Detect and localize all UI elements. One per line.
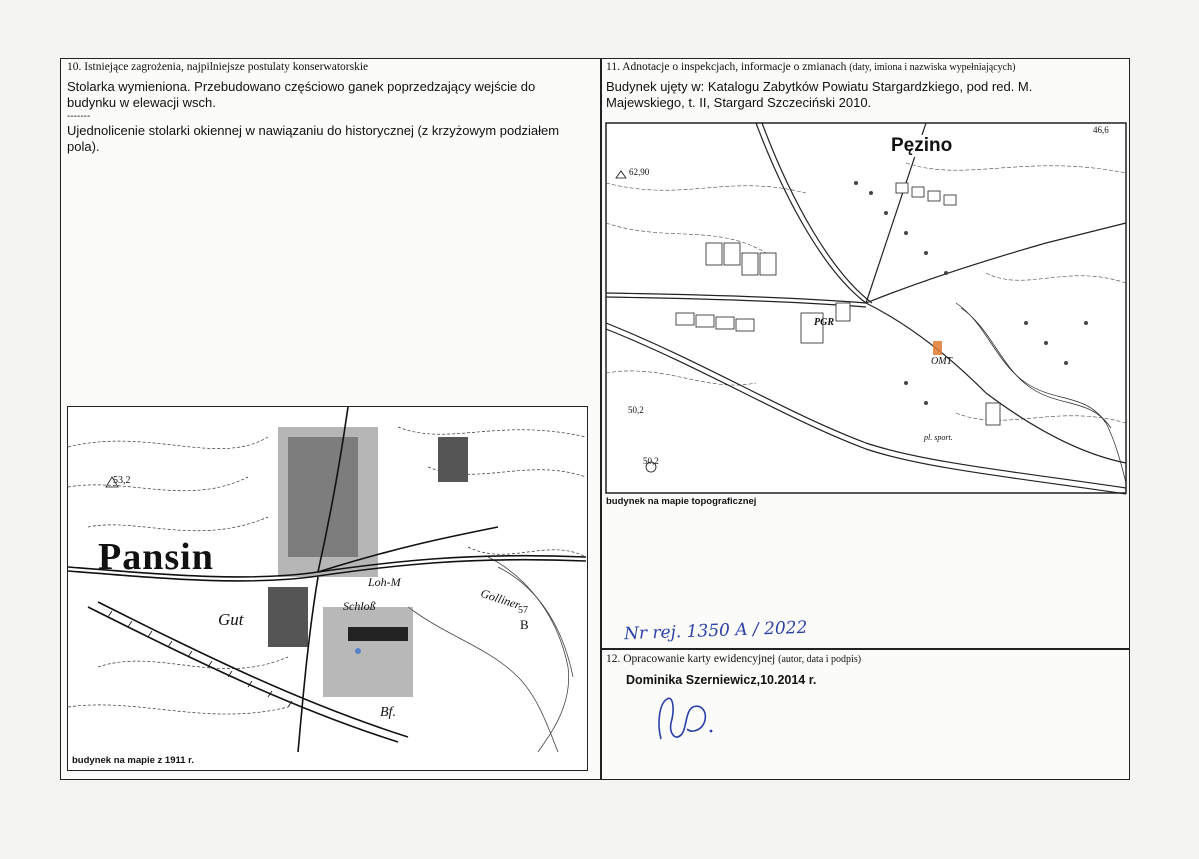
section-12-title [606, 653, 861, 665]
map-topo-sport-label: pl. sport. [924, 433, 953, 442]
map-topo-spot-height-4: 46,6 [1093, 125, 1109, 135]
map-topo-omt-label: OMT [931, 356, 953, 367]
section-10-line-4: pola). [67, 139, 100, 154]
map-1911-number-label: 57 [518, 605, 528, 616]
map-1911-caption: budynek na mapie z 1911 r. [72, 755, 194, 766]
handwritten-register-number: Nr rej. 1350 A / 2022 [623, 617, 808, 645]
section-10-title: 10. Istniejące zagrożenia, najpilniejsze postulaty konserwatorskie [67, 61, 369, 73]
map-1911-frame [67, 406, 588, 771]
section-11-text [606, 79, 1032, 111]
section-11-title-main: 11. Adnotacje o inspekcjach, informacje o zmianach [606, 61, 847, 73]
map-1911-b-label: B [520, 617, 529, 632]
map-1911-spot-height: 53,2 [113, 475, 131, 486]
section-11-line-2: Majewskiego, t. II, Stargard Szczeciński 2010. [606, 95, 872, 110]
section-11-title-note: (daty, imiona i nazwiska wypełniających) [849, 62, 1016, 73]
section-10-separator: ------- [67, 111, 91, 122]
section-12-title-note: (autor, data i podpis) [778, 654, 862, 665]
map-topo-spot-height-2: 50,2 [628, 405, 644, 415]
map-topo-spot-height-3: 50,2 [643, 456, 659, 466]
author-line: Dominika Szerniewicz,10.2014 r. [626, 673, 817, 687]
map-1911-image [68, 407, 586, 752]
section-11-title [606, 61, 1015, 73]
section-10-line-1: Stolarka wymieniona. Przebudowano częściowo ganek poprzedzający wejście do [67, 79, 536, 94]
section-10-line-2: budynku w elewacji wsch. [67, 95, 216, 110]
map-topo-image [606, 123, 1126, 493]
map-topo-spot-height-1: 62,90 [629, 167, 650, 177]
map-topo-frame [606, 123, 1126, 507]
map-topo-caption: budynek na mapie topograficznej [606, 496, 757, 507]
map-topo-pgr-label: PGR [814, 317, 834, 328]
map-topo-town-label: Pęzino [891, 135, 953, 156]
section-10-line-3: Ujednolicenie stolarki okiennej w nawiązaniu do historycznej (z krzyżowym podziałem [67, 123, 560, 138]
author-signature [651, 689, 721, 749]
section-12-title-main: 12. Opracowanie karty ewidencyjnej [606, 653, 776, 665]
section-11-line-1: Budynek ujęty w: Katalogu Zabytków Powiatu Stargardzkiego, pod red. M. [606, 79, 1033, 94]
column-divider [600, 59, 602, 779]
evidence-card-sheet [60, 58, 1130, 780]
map-1911-golliner-label: Golliner [478, 586, 522, 612]
map-1911-bf-label: Bf. [380, 705, 396, 720]
map-1911-gut-label: Gut [218, 610, 244, 629]
map-1911-town-label: Pansin [98, 536, 214, 578]
section-12-divider [600, 648, 1130, 650]
map-1911-lohm-label: Loh-M [368, 575, 401, 589]
section-10-text [67, 79, 559, 155]
map-1911-schloss-label: Schloß [343, 599, 376, 613]
